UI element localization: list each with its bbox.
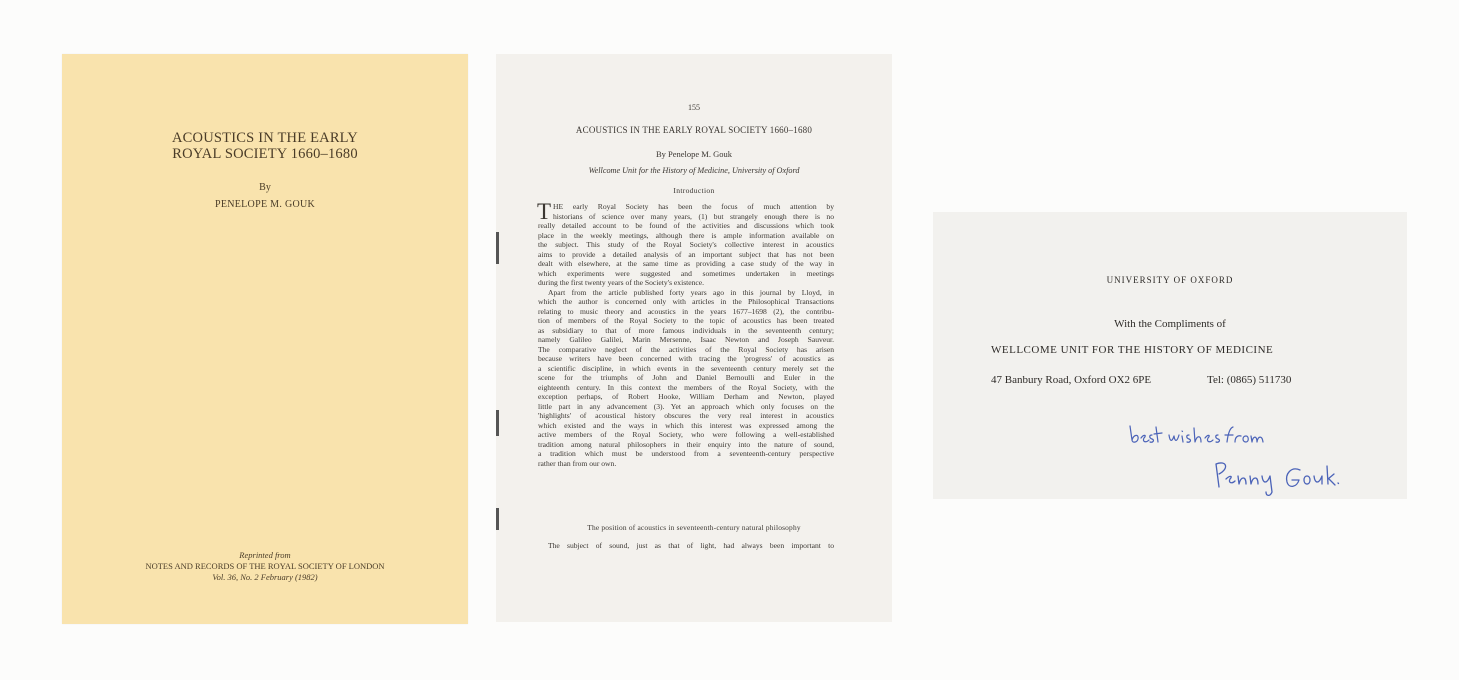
article-first-page xyxy=(496,54,892,622)
slip-unit-name: WELLCOME UNIT FOR THE HISTORY OF MEDICINE xyxy=(991,344,1274,356)
article-text-line: The comparative neglect of the activities of the Royal Society has arisen xyxy=(538,344,834,354)
cover-title-line2: ROYAL SOCIETY 1660–1680 xyxy=(172,146,358,162)
article-text-line: historians of science over many years, (1) but strangely enough there is no xyxy=(553,211,834,221)
article-affiliation: Wellcome Unit for the History of Medicine, University of Oxford xyxy=(588,166,800,175)
cover-reprinted-from: Reprinted from xyxy=(239,550,291,560)
article-text-line: really detailed account to be found of the activities and discussions which took xyxy=(538,221,834,230)
cover-by: By xyxy=(259,182,271,193)
article-title: ACOUSTICS IN THE EARLY ROYAL SOCIETY 1660–1680 xyxy=(575,125,813,135)
article-text-line: rather than from our own. xyxy=(538,458,617,468)
article-text-line: a scientific discipline, in which events in the seventeenth century merely set the xyxy=(538,363,834,373)
cover-title xyxy=(62,130,468,162)
article-text-line: during the first twenty years of the Society's existence. xyxy=(538,278,705,287)
handwriting-signature xyxy=(1216,463,1339,495)
article-text-line: as subsidiary to that of more famous individuals in the seventeenth century; xyxy=(538,325,834,335)
slip-university: UNIVERSITY OF OXFORD xyxy=(1106,275,1234,285)
article-text-line: eighteenth century. In this context the members of the Royal Society, with the xyxy=(538,382,834,392)
article-text-line: tradition among natural philosophers in their enquiry into the nature of sound, xyxy=(538,439,834,449)
article-text-line: HE early Royal Society has been the focus of much attention by xyxy=(553,202,834,211)
article-text-line: dealt with elsewhere, at the same time as providing a case study of the way in xyxy=(538,259,834,268)
article-text-line: a tradition which must be understood from a seventeenth-century perspective xyxy=(538,449,834,458)
article-text-line: scene for the triumphs of John and Daniel Bernoulli and Euler in the xyxy=(538,373,834,382)
article-text-line: which existed and the ways in which this interest was expressed among the xyxy=(538,420,834,430)
slip-with-compliments: With the Compliments of xyxy=(1114,318,1226,330)
cover-journal: NOTES AND RECORDS OF THE ROYAL SOCIETY OF LONDON xyxy=(145,561,385,571)
section-heading-introduction: Introduction xyxy=(673,186,715,195)
article-text-line: active members of the Royal Society, who were following a well-established xyxy=(538,430,834,439)
article-text-line: which experiments were suggested and sometimes undertaken in meetings xyxy=(538,268,834,278)
cover-author: PENELOPE M. GOUK xyxy=(214,199,316,210)
article-text-line: relating to music theory and acoustics in the years 1677–1698 (2), the contribu- xyxy=(538,306,834,316)
article-text-line: because writers have been concerned with tracing the 'progress' of acoustics as xyxy=(538,354,834,363)
article-text-line: aims to provide a detailed analysis of an important subject that has not been xyxy=(538,249,834,259)
section-heading-position: The position of acoustics in seventeenth-century natural philosophy xyxy=(587,523,801,532)
article-text-line: tion of members of the Royal Society to the topic of acoustics has been treated xyxy=(538,316,834,325)
page-number: 155 xyxy=(688,103,700,112)
handwritten-note xyxy=(933,212,1407,499)
article-text-line: namely Galileo Galilei, Marin Mersenne, Isaac Newton and Joseph Sauveur. xyxy=(538,335,834,344)
cover-reprint-note xyxy=(62,550,468,583)
drop-cap: T xyxy=(537,199,552,224)
handwriting-best-wishes xyxy=(1130,426,1263,442)
article-text-line: place in the weekly meetings, although there is ample information available on xyxy=(538,230,834,240)
article-text-line: the subject. This study of the Royal Society's collective interest in acoustics xyxy=(538,240,834,249)
article-text-line: little part in any advancement (3). Yet an approach which only focuses on the xyxy=(538,401,834,411)
compliments-slip xyxy=(933,212,1407,499)
slip-telephone: Tel: (0865) 511730 xyxy=(1207,374,1292,386)
article-text-line: exception perhaps, of Robert Hooke, William Derham and Newton, played xyxy=(538,392,834,401)
article-continuation-line: The subject of sound, just as that of light, had always been important to xyxy=(548,541,834,550)
slip-address: 47 Banbury Road, Oxford OX2 6PE xyxy=(991,374,1152,386)
cover-volume: Vol. 36, No. 2 February (1982) xyxy=(212,572,318,582)
article-body-text xyxy=(537,199,834,468)
article-text-line: which the author is concerned only with articles in the Philosophical Transactions xyxy=(538,297,834,306)
page-binding-edge-mark xyxy=(496,410,499,436)
cover-title-line1: ACOUSTICS IN THE EARLY xyxy=(172,130,358,146)
article-text-line: 'highlights' of acoustical history obscures the very real interest in acoustics xyxy=(538,411,834,420)
article-text-line: Apart from the article published forty years ago in this journal by Lloyd, in xyxy=(548,287,834,297)
pamphlet-cover xyxy=(62,54,468,624)
article-author: By Penelope M. Gouk xyxy=(655,149,733,159)
page-binding-edge-mark xyxy=(496,232,499,264)
